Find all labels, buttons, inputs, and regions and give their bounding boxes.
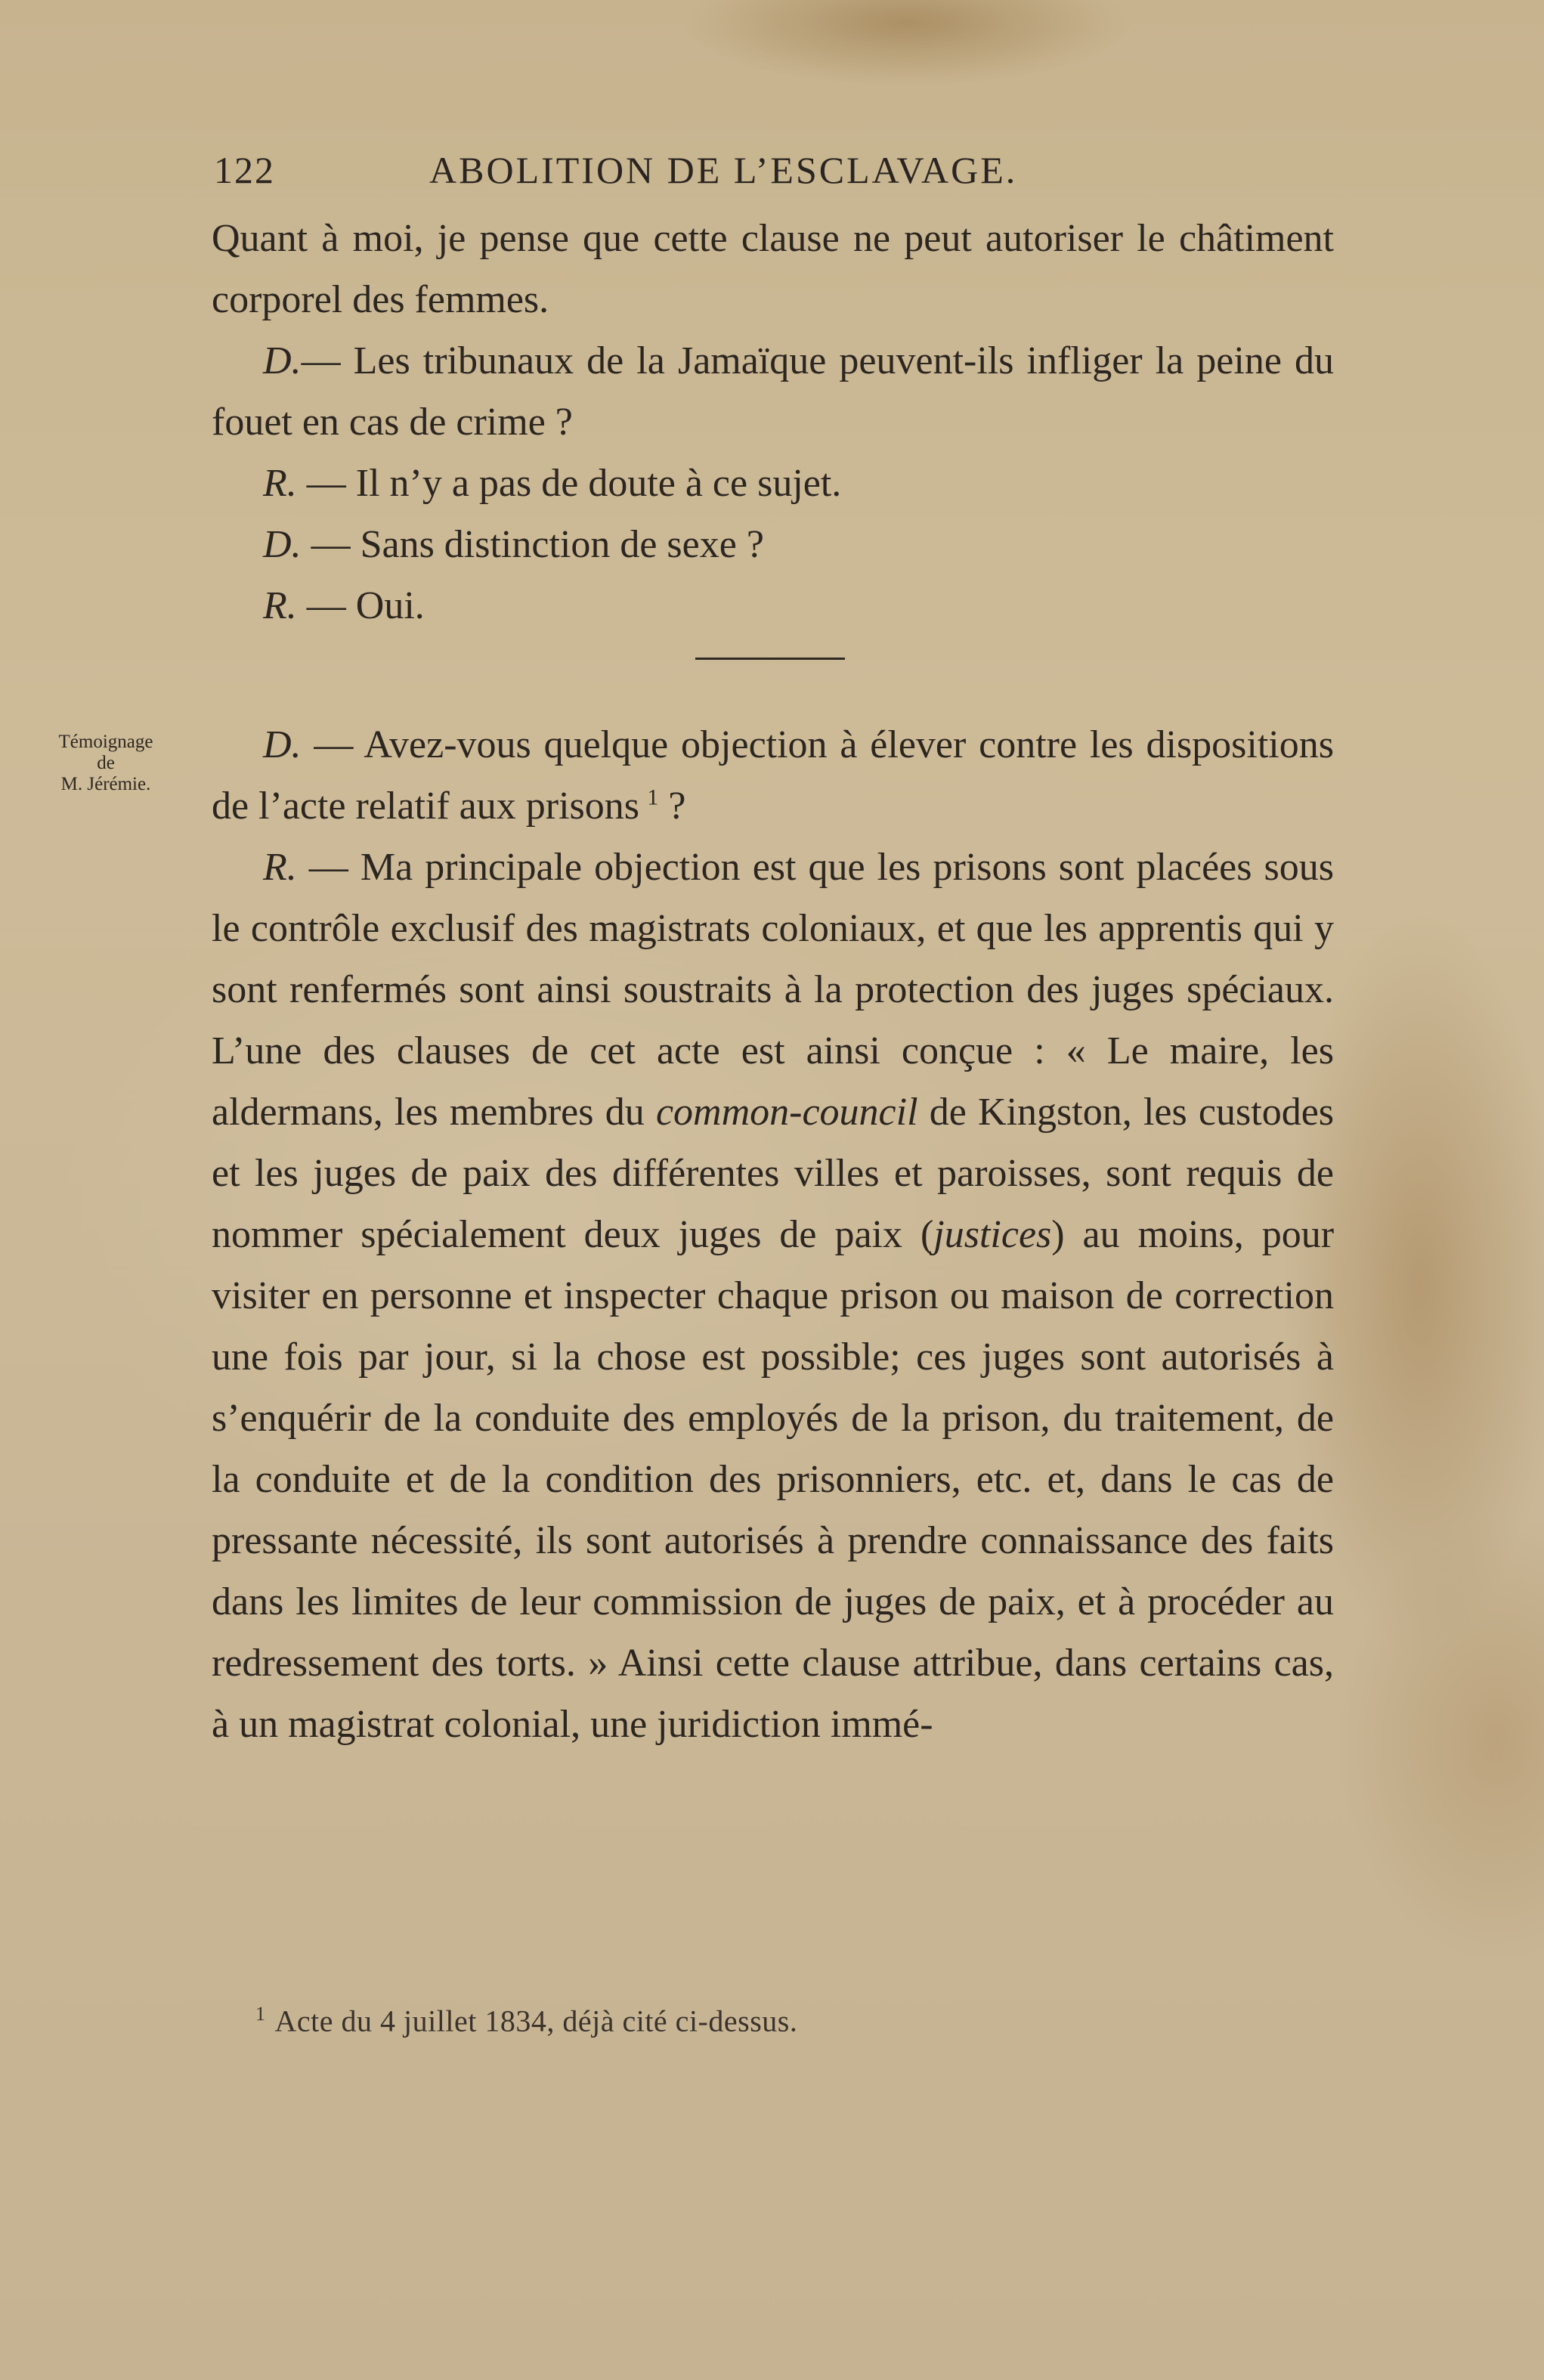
question-3 xyxy=(212,714,1334,837)
text-block-2 xyxy=(212,714,1334,1755)
question-text-end: ? xyxy=(658,785,686,828)
margin-note-line: Témoignage xyxy=(58,732,153,752)
question-2 xyxy=(212,514,1334,575)
answer-text: — Oui. xyxy=(296,584,425,627)
margin-note xyxy=(30,732,181,795)
speaker-label: D. xyxy=(263,339,302,382)
page-number: 122 xyxy=(214,149,275,191)
section-divider xyxy=(695,658,845,660)
answer-1 xyxy=(212,453,1334,514)
margin-note-line: de xyxy=(97,753,115,773)
answer-2 xyxy=(212,575,1334,636)
paragraph-continuation: Quant à moi, je pense que cette clause ne peut autoriser le châtiment corporel des femmes. xyxy=(212,217,1334,321)
speaker-label: R. xyxy=(263,462,297,505)
text-block-1 xyxy=(212,208,1334,636)
answer-text: ) au moins, pour visiter en personne et inspecter chaque prison ou maison de correction une fois par jour, si la chose est possible; ces juges sont autorisés à s’enquérir de la conduite des employés de la prison, du traitement, de la conduite et de la condition des prisonniers, etc. et, dans le cas de pressante nécessité, ils sont autorisés à prendre connaissance des faits dans les limites de leur commission de juges de paix, et à procéder au redressement des torts. » Ainsi cette clause attribue, dans certains cas, à un magistrat colonial, une juridiction immé- xyxy=(212,1213,1335,1746)
speaker-label: R. xyxy=(263,584,297,627)
italic-term: common-council xyxy=(655,1091,918,1134)
margin-note-line: M. Jérémie. xyxy=(60,774,151,794)
italic-term: justices xyxy=(933,1213,1052,1256)
answer-text: de Kingston, les custodes et les juges de paix des différentes villes et paroisses, sont requis de nommer spécialement deux juges de paix ( xyxy=(212,1091,1335,1256)
speaker-label: R. xyxy=(263,846,297,889)
answer-text: — Ma principale objection est que les prisons sont placées sous le contrôle exclusif des magistrats coloniaux, et que les apprentis qui y sont renfermés sont ainsi soustraits à la protection des juges spéciaux. L’une des clauses de cet acte est ainsi conçue : « Le maire, les aldermans, les membres du xyxy=(212,846,1334,1134)
answer-text: — Il n’y a pas de doute à ce sujet. xyxy=(296,462,842,505)
footnote-reference: 1 xyxy=(647,785,659,810)
footnote xyxy=(255,2003,797,2038)
footnote-marker: 1 xyxy=(255,2003,266,2025)
question-text: — Avez-vous quelque objection à élever contre les dispositions de l’acte relatif aux prisons xyxy=(212,723,1334,828)
answer-3 xyxy=(212,837,1334,1755)
footnote-text: Acte du 4 juillet 1834, déjà cité ci-dessus. xyxy=(274,2004,798,2038)
question-1 xyxy=(212,330,1334,453)
speaker-label: D. xyxy=(263,723,302,766)
running-title: ABOLITION DE L’ESCLAVAGE. xyxy=(429,149,1018,191)
running-head xyxy=(214,148,1317,201)
question-text: — Les tribunaux de la Jamaïque peuvent-ils infliger la peine du fouet en cas de crime ? xyxy=(212,339,1334,444)
speaker-label: D. xyxy=(263,523,302,566)
question-text: — Sans distinction de sexe ? xyxy=(301,523,764,566)
